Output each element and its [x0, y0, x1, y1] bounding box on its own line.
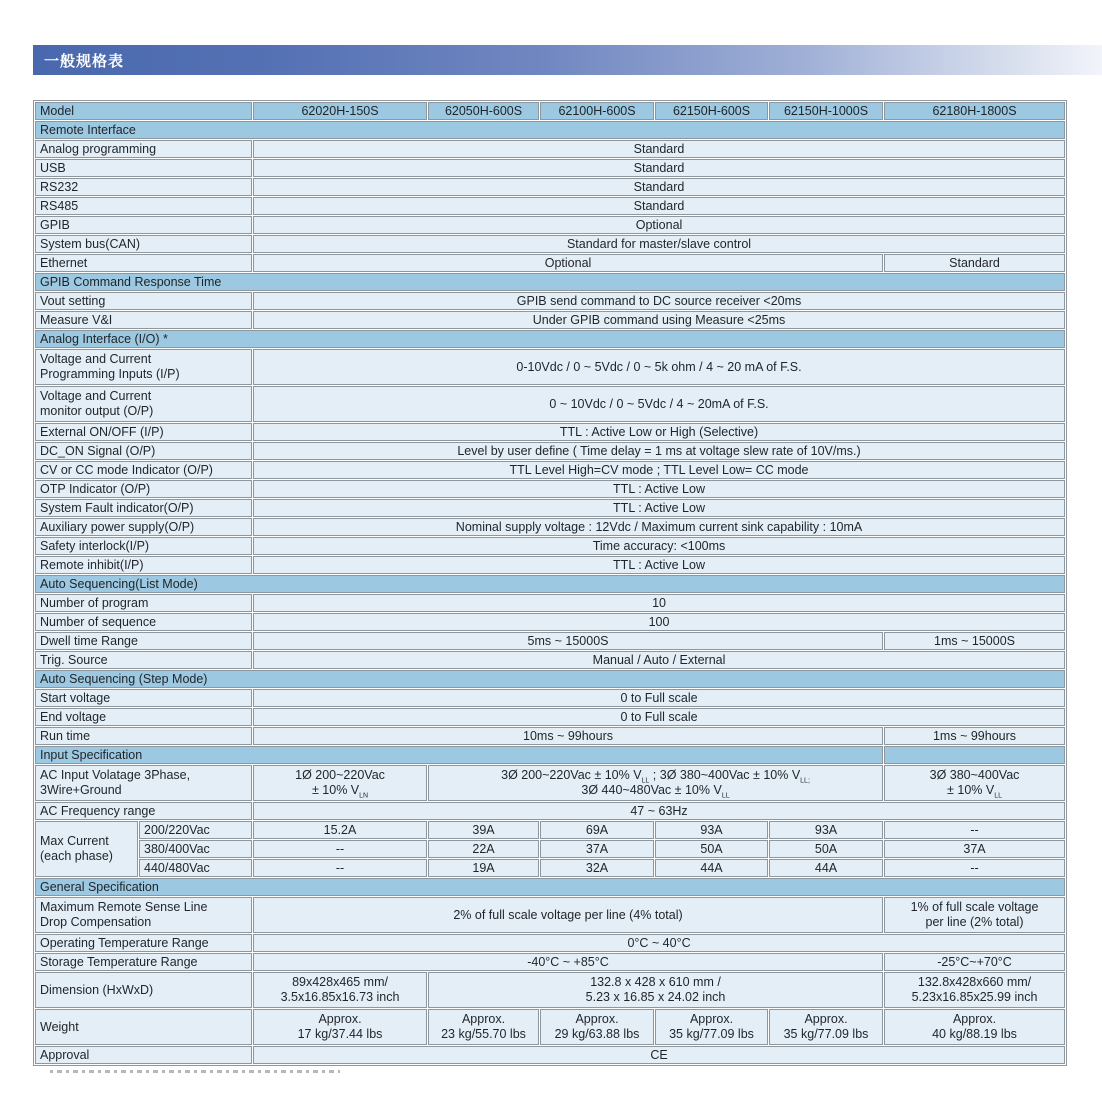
row-label-cell: Operating Temperature Range — [35, 934, 252, 952]
spec-row — [35, 442, 1065, 460]
row-label-cell: System Fault indicator(O/P) — [35, 499, 252, 517]
spec-row — [35, 216, 1065, 234]
value-cell: 93A — [769, 821, 883, 839]
spec-row — [35, 461, 1065, 479]
section-auto-sequencing-list — [35, 575, 1065, 593]
value-cell: 0°C ~ 40°C — [253, 934, 1065, 952]
spec-table-body — [35, 102, 1065, 1064]
row-label-cell: Voltage and Current monitor output (O/P) — [35, 386, 252, 422]
section-analog-interface — [35, 330, 1065, 348]
model-header-row — [35, 102, 1065, 120]
spec-row — [35, 953, 1065, 971]
value-cell: 1ms ~ 15000S — [884, 632, 1065, 650]
section-header-cell: Analog Interface (I/O) * — [35, 330, 1065, 348]
footnote-clipped-text — [50, 1070, 340, 1073]
section-remote-interface — [35, 121, 1065, 139]
spec-row — [35, 689, 1065, 707]
model-name-cell: 62150H-1000S — [769, 102, 883, 120]
value-cell: 5ms ~ 15000S — [253, 632, 883, 650]
section-header-cell: Auto Sequencing(List Mode) — [35, 575, 1065, 593]
row-label-cell: Maximum Remote Sense Line Drop Compensation — [35, 897, 252, 933]
spec-row — [35, 499, 1065, 517]
spec-row — [35, 480, 1065, 498]
value-cell: Standard for master/slave control — [253, 235, 1065, 253]
value-cell: Nominal supply voltage : 12Vdc / Maximum current sink capability : 10mA — [253, 518, 1065, 536]
value-cell: 69A — [540, 821, 654, 839]
spec-row — [35, 423, 1065, 441]
value-cell: 100 — [253, 613, 1065, 631]
value-cell: 3Ø 200~220Vac ± 10% $V_{LL}$ ; 3Ø 380~400Vac ± 10% $V_{LL;}$ 3Ø 440~480Vac ± 10% $V_{LL}$ — [428, 765, 883, 801]
value-cell: 0 to Full scale — [253, 708, 1065, 726]
value-cell: Time accuracy: <100ms — [253, 537, 1065, 555]
row-label-cell: CV or CC mode Indicator (O/P) — [35, 461, 252, 479]
value-cell: 50A — [655, 840, 768, 858]
spec-row — [35, 972, 1065, 1008]
value-cell: TTL : Active Low — [253, 480, 1065, 498]
value-cell: Standard — [253, 159, 1065, 177]
value-cell: TTL : Active Low or High (Selective) — [253, 423, 1065, 441]
row-label-cell: GPIB — [35, 216, 252, 234]
model-label-cell: Model — [35, 102, 252, 120]
row-label-cell: Dwell time Range — [35, 632, 252, 650]
value-cell: GPIB send command to DC source receiver <20ms — [253, 292, 1065, 310]
spec-row — [35, 802, 1065, 820]
value-cell: 10 — [253, 594, 1065, 612]
spec-row — [35, 349, 1065, 385]
spec-row — [35, 197, 1065, 215]
value-cell: Approx. 17 kg/37.44 lbs — [253, 1009, 427, 1045]
row-label-cell: Remote inhibit(I/P) — [35, 556, 252, 574]
row-label-cell: Analog programming — [35, 140, 252, 158]
spec-row — [35, 727, 1065, 745]
section-header-cell: General Specification — [35, 878, 1065, 896]
spec-row — [35, 897, 1065, 933]
value-cell: 132.8x428x660 mm/ 5.23x16.85x25.99 inch — [884, 972, 1065, 1008]
value-cell: Manual / Auto / External — [253, 651, 1065, 669]
value-cell: Optional — [253, 216, 1065, 234]
row-label-cell: Storage Temperature Range — [35, 953, 252, 971]
spec-row — [35, 1009, 1065, 1045]
row-label-cell: 440/480Vac — [139, 859, 252, 877]
model-name-cell: 62150H-600S — [655, 102, 768, 120]
row-label-cell: AC Frequency range — [35, 802, 252, 820]
row-label-cell: Number of program — [35, 594, 252, 612]
spec-row — [35, 840, 1065, 858]
row-label-cell: Start voltage — [35, 689, 252, 707]
row-label-cell: External ON/OFF (I/P) — [35, 423, 252, 441]
value-cell: -- — [253, 840, 427, 858]
value-cell: 50A — [769, 840, 883, 858]
row-label-cell: End voltage — [35, 708, 252, 726]
row-label-cell: 200/220Vac — [139, 821, 252, 839]
value-cell: Optional — [253, 254, 883, 272]
page-root — [0, 45, 1102, 1116]
section-header-cell: GPIB Command Response Time — [35, 273, 1065, 291]
value-cell: 15.2A — [253, 821, 427, 839]
row-label-cell: Run time — [35, 727, 252, 745]
value-cell: 1Ø 200~220Vac ± 10% $V_{LN}$ — [253, 765, 427, 801]
value-cell: 1% of full scale voltage per line (2% total) — [884, 897, 1065, 933]
spec-row — [35, 159, 1065, 177]
spec-row — [35, 235, 1065, 253]
row-label-cell: DC_ON Signal (O/P) — [35, 442, 252, 460]
spec-row — [35, 821, 1065, 839]
row-label-cell: Safety interlock(I/P) — [35, 537, 252, 555]
value-cell: 0-10Vdc / 0 ~ 5Vdc / 0 ~ 5k ohm / 4 ~ 20 mA of F.S. — [253, 349, 1065, 385]
value-cell: -25°C~+70°C — [884, 953, 1065, 971]
value-cell: 37A — [884, 840, 1065, 858]
value-cell: 3Ø 380~400Vac ± 10% $V_{LL}$ — [884, 765, 1065, 801]
spec-row — [35, 518, 1065, 536]
value-cell: 93A — [655, 821, 768, 839]
model-name-cell: 62050H-600S — [428, 102, 539, 120]
value-cell: Level by user define ( Time delay = 1 ms at voltage slew rate of 10V/ms.) — [253, 442, 1065, 460]
row-label-cell: Vout setting — [35, 292, 252, 310]
page-title: 一般规格表 — [44, 52, 125, 70]
value-cell: -- — [884, 859, 1065, 877]
section-gpib-command-response-time — [35, 273, 1065, 291]
spec-row — [35, 311, 1065, 329]
value-cell: 39A — [428, 821, 539, 839]
spec-row — [35, 537, 1065, 555]
spec-row — [35, 859, 1065, 877]
value-cell: Approx. 40 kg/88.19 lbs — [884, 1009, 1065, 1045]
value-cell: Standard — [253, 197, 1065, 215]
row-label-cell: Approval — [35, 1046, 252, 1064]
value-cell: Standard — [884, 254, 1065, 272]
row-label-cell: Measure V&I — [35, 311, 252, 329]
model-name-cell: 62100H-600S — [540, 102, 654, 120]
row-label-cell: Ethernet — [35, 254, 252, 272]
value-cell: 44A — [655, 859, 768, 877]
section-input-specification — [35, 746, 1065, 764]
value-cell: 22A — [428, 840, 539, 858]
row-label-cell: USB — [35, 159, 252, 177]
value-cell: 47 ~ 63Hz — [253, 802, 1065, 820]
spec-row — [35, 651, 1065, 669]
model-name-cell: 62020H-150S — [253, 102, 427, 120]
value-cell: 0 to Full scale — [253, 689, 1065, 707]
spec-row — [35, 292, 1065, 310]
row-label-cell: Max Current (each phase) — [35, 821, 138, 877]
value-cell: 44A — [769, 859, 883, 877]
value-cell: Standard — [253, 178, 1065, 196]
value-cell: 132.8 x 428 x 610 mm / 5.23 x 16.85 x 24.02 inch — [428, 972, 883, 1008]
value-cell: 0 ~ 10Vdc / 0 ~ 5Vdc / 4 ~ 20mA of F.S. — [253, 386, 1065, 422]
value-cell: 19A — [428, 859, 539, 877]
spec-row — [35, 140, 1065, 158]
spec-row — [35, 594, 1065, 612]
value-cell: Under GPIB command using Measure <25ms — [253, 311, 1065, 329]
spec-row — [35, 254, 1065, 272]
value-cell: TTL Level High=CV mode ; TTL Level Low= CC mode — [253, 461, 1065, 479]
value-cell: CE — [253, 1046, 1065, 1064]
row-label-cell: RS232 — [35, 178, 252, 196]
section-auto-sequencing-step — [35, 670, 1065, 688]
value-cell: 32A — [540, 859, 654, 877]
section-general-specification — [35, 878, 1065, 896]
value-cell: -40°C ~ +85°C — [253, 953, 883, 971]
spec-row — [35, 613, 1065, 631]
model-name-cell: 62180H-1800S — [884, 102, 1065, 120]
value-cell: Approx. 23 kg/55.70 lbs — [428, 1009, 539, 1045]
row-label-cell: Voltage and Current Programming Inputs (I/P) — [35, 349, 252, 385]
row-label-cell: AC Input Volatage 3Phase, 3Wire+Ground — [35, 765, 252, 801]
row-label-cell: OTP Indicator (O/P) — [35, 480, 252, 498]
spec-row — [35, 934, 1065, 952]
row-label-cell: Trig. Source — [35, 651, 252, 669]
section-header-cell — [884, 746, 1065, 764]
section-title-banner — [33, 45, 1102, 75]
value-cell: -- — [884, 821, 1065, 839]
spec-row — [35, 632, 1065, 650]
spec-row — [35, 556, 1065, 574]
row-label-cell: Weight — [35, 1009, 252, 1045]
value-cell: Standard — [253, 140, 1065, 158]
row-label-cell: System bus(CAN) — [35, 235, 252, 253]
row-label-cell: Number of sequence — [35, 613, 252, 631]
spec-row — [35, 765, 1065, 801]
value-cell: -- — [253, 859, 427, 877]
row-label-cell: 380/400Vac — [139, 840, 252, 858]
spec-row — [35, 1046, 1065, 1064]
section-header-cell: Remote Interface — [35, 121, 1065, 139]
value-cell: 89x428x465 mm/ 3.5x16.85x16.73 inch — [253, 972, 427, 1008]
value-cell: 2% of full scale voltage per line (4% total) — [253, 897, 883, 933]
row-label-cell: Dimension (HxWxD) — [35, 972, 252, 1008]
value-cell: TTL : Active Low — [253, 556, 1065, 574]
row-label-cell: RS485 — [35, 197, 252, 215]
value-cell: 37A — [540, 840, 654, 858]
spec-row — [35, 178, 1065, 196]
spec-row — [35, 386, 1065, 422]
section-header-cell: Auto Sequencing (Step Mode) — [35, 670, 1065, 688]
value-cell: 10ms ~ 99hours — [253, 727, 883, 745]
row-label-cell: Auxiliary power supply(O/P) — [35, 518, 252, 536]
value-cell: Approx. 35 kg/77.09 lbs — [769, 1009, 883, 1045]
spec-row — [35, 708, 1065, 726]
value-cell: TTL : Active Low — [253, 499, 1065, 517]
spec-table — [33, 100, 1067, 1066]
value-cell: Approx. 35 kg/77.09 lbs — [655, 1009, 768, 1045]
value-cell: Approx. 29 kg/63.88 lbs — [540, 1009, 654, 1045]
section-header-cell: Input Specification — [35, 746, 883, 764]
value-cell: 1ms ~ 99hours — [884, 727, 1065, 745]
